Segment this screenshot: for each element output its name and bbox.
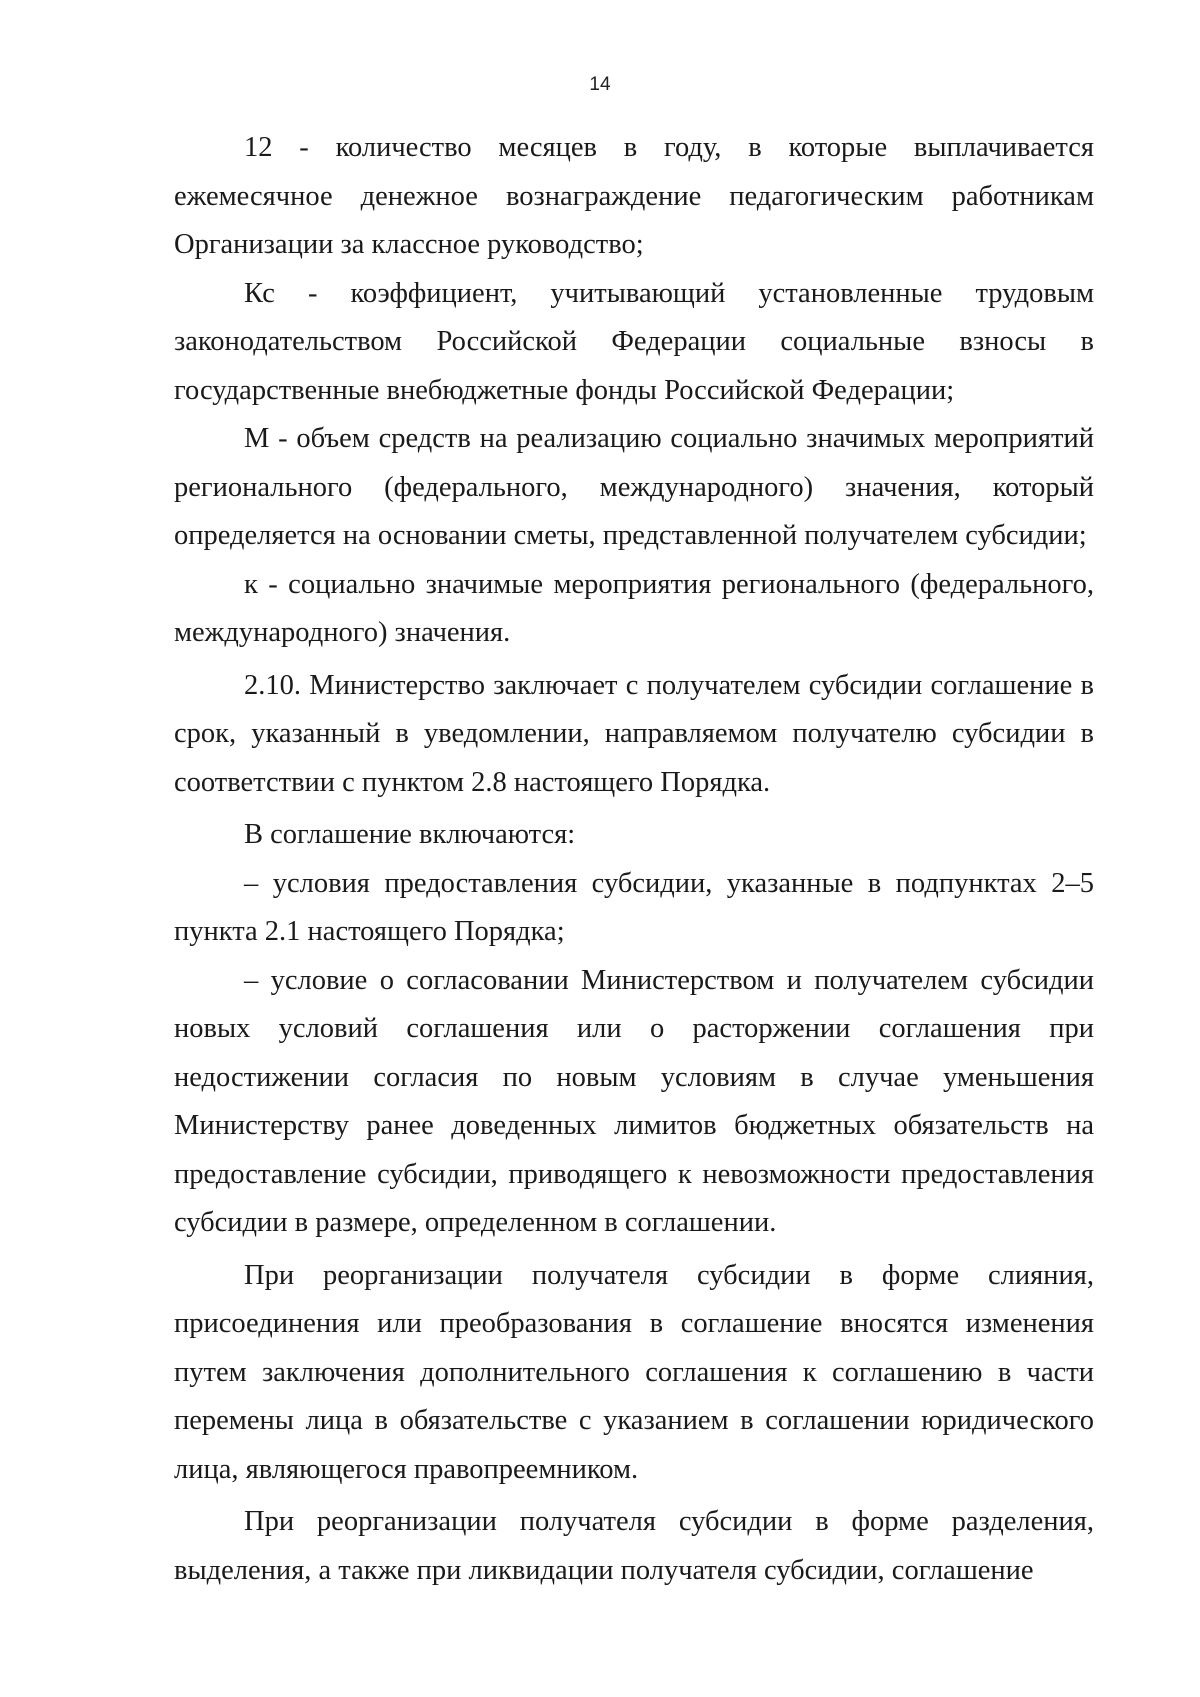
paragraph-reorganization-division: При реорганизации получателя субсидии в форме разделения, выделения, а также при ликвидации получателя субсидии, соглашение [174,1506,1094,1586]
paragraph-ks-definition: Кс - коэффициент, учитывающий установленные трудовым законодательством Российской Федерации социальные взносы в государственные внебюджетные фонды Российской Федерации; [174,277,1094,406]
paragraph-months-definition: 12 - количество месяцев в году, в которые выплачивается ежемесячное денежное вознаграждение педагогическим работникам Организации за классное руководство; [174,132,1094,260]
paragraph-m-definition: М - объем средств на реализацию социально значимых мероприятий регионального (федерального, международного) значения, который определяется на основании сметы, представленной получателем субсидии; [174,423,1094,551]
document-body [174,124,1094,1595]
list-item-conditions: – условия предоставления субсидии, указанные в подпунктах 2–5 пункта 2.1 настоящего Порядка; [174,867,1094,947]
paragraph-k-definition: к - социально значимые мероприятия регионального (федерального, международного) значения. [174,568,1094,648]
list-item-agreement-condition: – условие о согласовании Министерством и получателем субсидии новых условий соглашения или о расторжении соглашения при недостижении согласия по новым условиям в случае уменьшения Министерству ранее доведенных лимитов бюджетных обязательств на предоставление субсидии, приводящего к невозможности предоставления субсидии в размере, определенном в соглашении. [174,964,1094,1238]
paragraph-clause-2-10: 2.10. Министерство заключает с получателем субсидии соглашение в срок, указанный в уведомлении, направляемом получателю субсидии в соответствии с пунктом 2.8 настоящего Порядка. [174,669,1094,798]
paragraph-reorganization-merger: При реорганизации получателя субсидии в форме слияния, присоединения или преобразования в соглашение вносятся изменения путем заключения дополнительного соглашения к соглашению в части перемены лица в обязательстве с указанием в соглашении юридического лица, являющегося правопреемником. [174,1259,1094,1485]
page-number: 14 [589,74,611,95]
paragraph-agreement-includes: В соглашение включаются: [244,819,576,850]
